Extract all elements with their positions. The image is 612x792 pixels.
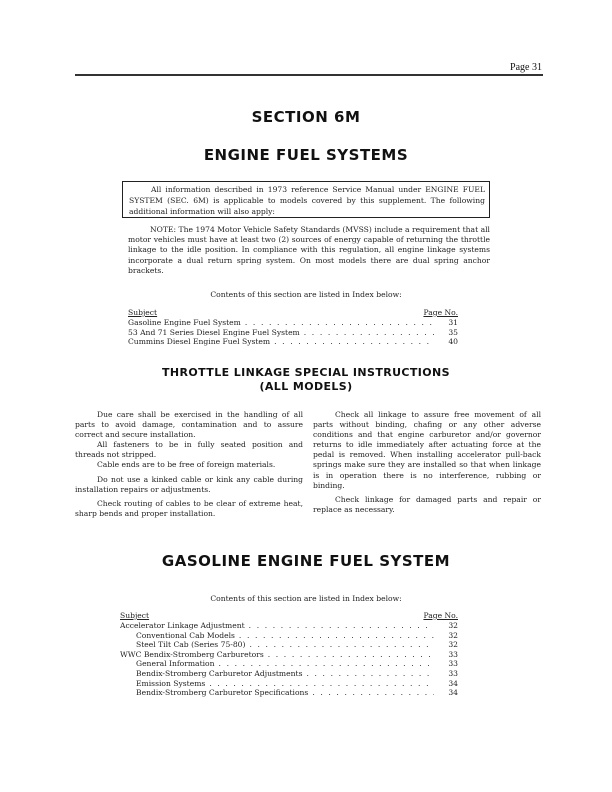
toc-subject-header: Subject	[128, 308, 158, 317]
toc-page: 32	[448, 621, 458, 630]
toc-subject: Gasoline Engine Fuel System . . .	[128, 318, 434, 328]
toc-page: 33	[448, 659, 458, 669]
toc-subject: Bendix-Stromberg Carburetor Adjustments . . .	[120, 669, 434, 679]
toc-row[interactable]	[120, 621, 458, 631]
paragraph: Check linkage for damaged parts and repair or replace as necessary.	[313, 494, 541, 514]
toc-page: 32	[448, 630, 458, 640]
toc1-intro: Contents of this section are listed in Index below:	[210, 290, 402, 299]
toc-subject: General Information . . .	[120, 659, 434, 669]
toc-page-header: Page No.	[423, 308, 458, 317]
toc-subject: Emission Systems . . .	[120, 679, 434, 689]
toc-page: 33	[448, 649, 458, 659]
throttle-heading: THROTTLE LINKAGE SPECIAL INSTRUCTIONS	[162, 366, 450, 379]
toc-page: 31	[448, 318, 458, 327]
toc-row[interactable]	[120, 631, 458, 641]
toc-row[interactable]	[128, 318, 458, 328]
toc-subject-header: Subject	[120, 611, 150, 620]
toc-row[interactable]	[120, 679, 458, 689]
toc-page: 33	[448, 668, 458, 678]
toc-subject: WWC Bendix-Stromberg Carburetors . . .	[120, 650, 434, 660]
toc2-intro: Contents of this section are listed in Index below:	[210, 594, 402, 603]
toc-subject: Cummins Diesel Engine Fuel System . . .	[128, 337, 434, 347]
paragraph: Do not use a kinked cable or kink any cable during installation repairs or adjustments.	[75, 474, 303, 494]
boxed-note	[122, 181, 490, 218]
toc-subject: 53 And 71 Series Diesel Engine Fuel System . . .	[128, 328, 434, 338]
toc-header	[128, 308, 458, 318]
throttle-subheading: (ALL MODELS)	[259, 380, 353, 393]
paragraph: Cable ends are to be free of foreign materials.	[97, 460, 276, 470]
toc-gasoline-index	[120, 611, 458, 698]
toc-page: 34	[448, 688, 458, 698]
toc-page: 40	[448, 337, 458, 347]
toc-page-header: Page No.	[423, 611, 458, 620]
toc-subject: Conventional Cab Models . . .	[120, 631, 434, 641]
boxed-note-text: All information described in 1973 reference Service Manual under ENGINE FUEL SYSTEM (SEC. 6M) is applicable to models covered by this supplement. The following additional information will also apply:	[129, 185, 485, 216]
left-column	[75, 410, 303, 519]
toc-page: 34	[448, 678, 458, 688]
toc-subject: Bendix-Stromberg Carburetor Specifications . . .	[120, 688, 434, 698]
toc-subject: Accelerator Linkage Adjustment . . .	[120, 621, 434, 631]
toc-row[interactable]	[128, 328, 458, 338]
right-column	[313, 410, 541, 515]
header-rule	[75, 74, 543, 76]
mvss-note: NOTE: The 1974 Motor Vehicle Safety Standards (MVSS) include a requirement that all motor vehicles must have at least two (2) sources of energy capable of returning the throttle linkage to the idle position. In compliance with this regulation, all engine linkage systems incorporate a dual return spring system. On most models there are dual spring anchor brackets.	[128, 225, 490, 275]
toc-row[interactable]	[120, 640, 458, 650]
paragraph: Due care shall be exercised in the handling of all parts to avoid damage, contamination and to assure correct and secure installation.	[75, 410, 303, 440]
toc-page: 32	[448, 640, 458, 650]
toc-row[interactable]	[120, 669, 458, 679]
toc-row[interactable]	[120, 688, 458, 698]
paragraph: Check all linkage to assure free movement of all parts without binding, chafing or any other adverse conditions and that engine carburetor and/or governor returns to idle immediately after actuating force at the pedal is removed. When installing accelerator pull-back springs make sure they are installed so that when linkage is in operation there is no interference, rubbing or binding.	[313, 410, 541, 490]
toc-row[interactable]	[120, 650, 458, 660]
toc-row[interactable]	[128, 337, 458, 347]
section-title: SECTION 6M	[251, 108, 361, 126]
page-number: Page 31	[510, 62, 542, 73]
section-subtitle: ENGINE FUEL SYSTEMS	[203, 146, 409, 164]
gasoline-heading: GASOLINE ENGINE FUEL SYSTEM	[161, 552, 451, 570]
toc-page: 35	[448, 327, 458, 337]
toc-subject: Steel Tilt Cab (Series 75-80) . . .	[120, 640, 434, 650]
toc-row[interactable]	[120, 659, 458, 669]
paragraph: Check routing of cables to be clear of extreme heat, sharp bends and proper installation.	[75, 498, 303, 518]
toc-main-index	[128, 308, 458, 347]
toc-header	[120, 611, 458, 621]
paragraph: All fasteners to be in fully seated position and threads not stripped.	[75, 440, 303, 460]
